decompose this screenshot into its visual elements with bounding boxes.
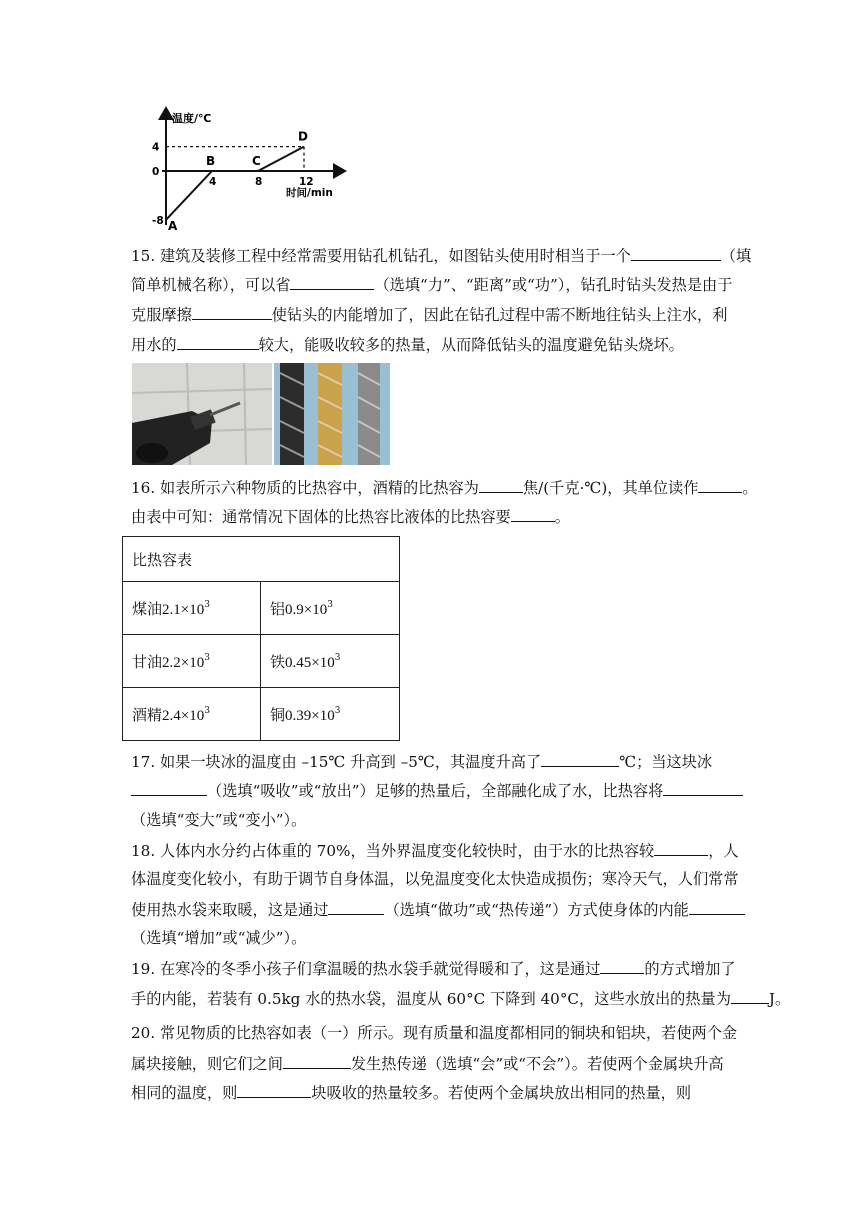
q20-line-3: 相同的温度，则 块吸收的热量较多。若使两个金属块放出相同的热量，则 [131,1084,691,1102]
point-label-a: A [168,218,178,230]
x-tick-label: 12 [299,176,314,188]
point-label-c: C [252,154,261,168]
y-tick-label: -8 [152,214,164,227]
q18-line-2: 体温度变化较小，有助于调节自身体温，以免温度变化太快造成损伤；寒冷天气，人们常常 [131,870,739,888]
table-row: 甘油$2.2\times 10^3$ 铁$0.45\times 10^3$ [123,635,400,688]
q15-line-1: 15. 建筑及装修工程中经常需要用钻孔机钻孔，如图钻头使用时相当于一个 （填 [131,247,752,265]
q19-line-1: 19. 在寒冷的冬季小孩子们拿温暖的热水袋手就觉得暖和了，这是通过 的方式增加了 [131,960,736,978]
q16-line-1: 16. 如表所示六种物质的比热容中，酒精的比热容为 焦/(千克·℃)，其单位读作 。 [131,479,758,497]
table-row: 酒精$2.4\times 10^3$ 铜$0.39\times 10^3$ [123,688,400,741]
x-tick-label: 8 [255,176,263,188]
x-tick-label: 4 [209,176,217,188]
q17-line-1: 17. 如果一块冰的温度由 –15℃ 升高到 –5℃，其温度升高了 ℃；当这块冰 [131,753,713,771]
q17-line-2: （选填“吸收”或“放出”）足够的热量后，全部融化成了水，比热容将 [131,780,743,801]
point-label-d: D [298,129,308,144]
table-row: 煤油$2.1\times 10^3$ 铝$0.9\times 10^3$ [123,582,400,635]
specific-heat-table [122,536,400,741]
temperature-time-graph [140,100,360,230]
q16-line-2: 由表中可知：通常情况下固体的比热容比液体的比热容要 。 [131,508,570,526]
q18-line-3: 使用热水袋来取暖，这是通过 （选填“做功”或“热传递”）方式使身体的内能 [131,899,745,920]
q20-line-1: 20. 常见物质的比热容如表（一）所示。现有质量和温度都相同的铜块和铝块，若使两个金 [131,1024,738,1042]
temperature-curve [166,147,304,220]
q15-line-3: 克服摩擦 使钻头的内能增加了，因此在钻孔过程中需不断地往钻头上注水，利 [131,306,728,324]
drill-on-tile-photo [132,363,272,465]
drill-bits-photo [274,363,390,465]
q17-line-3: （选填“变大”或“变小”）。 [131,811,307,829]
y-tick-label: 4 [152,141,160,154]
x-axis-label: 时间/min [286,187,333,199]
table-title: 比热容表 [123,537,400,582]
q15-line-2: 简单机械名称），可以省 （选填“力”、“距离”或“功”），钻孔时钻头发热是由于 [131,276,733,294]
point-label-b: B [206,154,216,168]
q18-line-1: 18. 人体内水分约占体重的 70%，当外界温度变化较快时，由于水的比热容较 ，人 [131,842,739,860]
y-axis-label: 温度/℃ [172,112,212,125]
q18-line-4: （选填“增加”或“减少”）。 [131,929,307,947]
q20-line-2: 属块接触，则它们之间 发生热传递（选填“会”或“不会”）。若使两个金属块升高 [131,1055,724,1073]
y-tick-label: 0 [152,166,160,178]
q15-line-4: 用水的 较大，能吸收较多的热量，从而降低钻头的温度避免钻头烧坏。 [131,336,684,354]
q19-line-2: 手的内能，若装有 0.5kg 水的热水袋，温度从 60°C 下降到 40°C，这些水放出的热量为 J。 [131,990,791,1008]
